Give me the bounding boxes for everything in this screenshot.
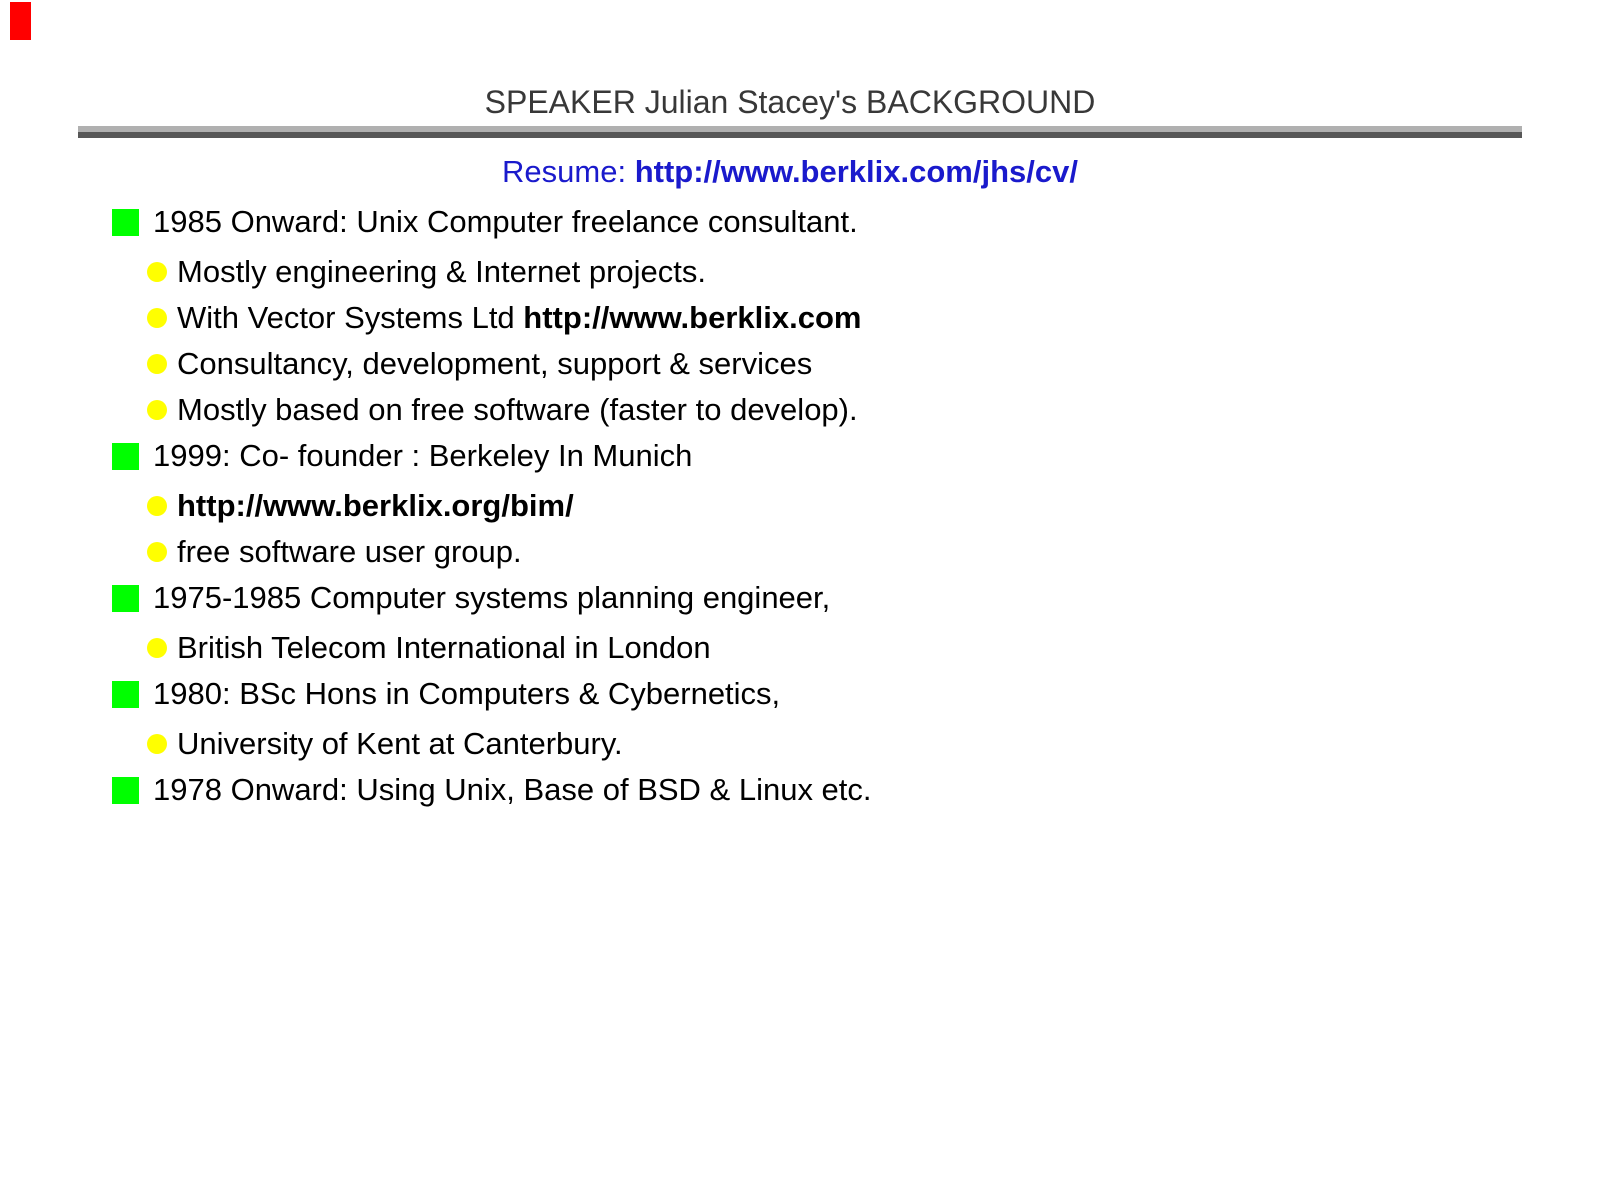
list-item-text [177, 726, 623, 762]
title-rule-dark-bar [78, 132, 1522, 138]
list-item [0, 295, 1600, 341]
list-item-segment: Mostly engineering & Internet projects. [177, 254, 706, 289]
yellow-dot-bullet-icon [147, 308, 167, 328]
list-item [0, 721, 1600, 767]
bullet-list [0, 199, 1600, 813]
list-item-text [177, 346, 812, 382]
list-item-text [177, 392, 858, 428]
resume-label: Resume: [502, 154, 635, 189]
list-item-text [153, 772, 872, 808]
yellow-dot-bullet-icon [147, 262, 167, 282]
list-item [0, 199, 1600, 245]
list-item [0, 483, 1600, 529]
list-item-text [153, 580, 830, 616]
yellow-dot-bullet-icon [147, 734, 167, 754]
list-item-text [177, 534, 522, 570]
list-item-text [177, 254, 706, 290]
list-item-segment: With Vector Systems Ltd [177, 300, 524, 335]
yellow-dot-bullet-icon [147, 542, 167, 562]
slide-position-marker [10, 2, 31, 40]
list-item-text [177, 630, 711, 666]
list-item [0, 341, 1600, 387]
list-item [0, 767, 1600, 813]
list-item-text [177, 300, 861, 336]
yellow-dot-bullet-icon [147, 354, 167, 374]
green-square-bullet-icon [112, 681, 139, 708]
green-square-bullet-icon [112, 777, 139, 804]
list-item-url-segment: http://www.berklix.org/bim/ [177, 488, 574, 523]
list-item-text [153, 204, 858, 240]
list-item-segment: University of Kent at Canterbury. [177, 726, 623, 761]
list-item-url-segment: http://www.berklix.com [523, 300, 862, 335]
list-item-segment: 1975-1985 Computer systems planning engineer, [153, 580, 831, 615]
list-item [0, 249, 1600, 295]
list-item-text [177, 488, 574, 524]
list-item [0, 625, 1600, 671]
yellow-dot-bullet-icon [147, 638, 167, 658]
list-item [0, 529, 1600, 575]
list-item-segment: British Telecom International in London [177, 630, 711, 665]
list-item-segment: 1978 Onward: Using Unix, Base of BSD & Linux etc. [153, 772, 872, 807]
yellow-dot-bullet-icon [147, 496, 167, 516]
list-item-segment: free software user group. [177, 534, 522, 569]
list-item [0, 575, 1600, 621]
list-item-segment: 1985 Onward: Unix Computer freelance consultant. [153, 204, 858, 239]
list-item-segment: 1980: BSc Hons in Computers & Cybernetics, [153, 676, 781, 711]
list-item [0, 387, 1600, 433]
green-square-bullet-icon [112, 585, 139, 612]
page-title: SPEAKER Julian Stacey's BACKGROUND [484, 84, 1096, 120]
list-item-text [153, 438, 692, 474]
yellow-dot-bullet-icon [147, 400, 167, 420]
green-square-bullet-icon [112, 443, 139, 470]
list-item-text [153, 676, 780, 712]
resume-url: http://www.berklix.com/jhs/cv/ [634, 154, 1078, 189]
list-item-segment: 1999: Co- founder : Berkeley In Munich [153, 438, 693, 473]
title-rule [78, 126, 1522, 138]
list-item-segment: Consultancy, development, support & services [177, 346, 813, 381]
list-item-segment: Mostly based on free software (faster to develop). [177, 392, 858, 427]
green-square-bullet-icon [112, 209, 139, 236]
resume-line [0, 151, 1580, 193]
list-item [0, 433, 1600, 479]
list-item [0, 671, 1600, 717]
